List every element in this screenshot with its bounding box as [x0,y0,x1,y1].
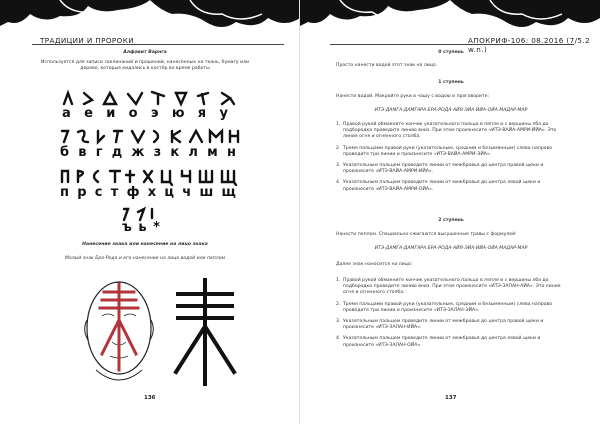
step-0-title: 0 ступень [438,50,464,55]
item-number: 4. [336,180,341,186]
alphabet-letters-row-4 [122,220,160,235]
list-item [336,146,566,158]
item-number: 4. [336,336,341,342]
letter: п [60,185,69,200]
item-number: 2. [336,301,341,307]
alphabet-glyph-row-1 [58,88,258,108]
item-text: Указательным пальцем проведите линии от межбровья до центра правой щеки и произнесите «ИТЭ-ВАЙА-АМРИ-ИЙА». [343,163,544,175]
step-2-text: Нанести пеплом. Специально сжигаются высушенные травы с формулой: [336,232,517,237]
item-number: 2. [336,145,341,151]
letter: ш [199,185,214,200]
letter: г [95,145,103,160]
item-text: Указательным пальцем проведите линии от межбровья до центра левой щеки и произнесите «ИТЭ-ЗАЛАН-ОЙА». [343,336,541,348]
letter: и [106,106,116,121]
list-item [336,319,566,331]
list-item [336,163,566,175]
after-text: Далее знак наносится на лицо: [336,262,413,267]
letter: с [94,185,103,200]
letter: ц [164,185,174,200]
list-item [336,122,566,141]
letter: ъ [122,220,132,235]
running-head: АПОКРИФ-106: 08.2016 (7/5.2 w.n.) [468,36,591,54]
section-title: Алфавит Варнга [123,50,167,55]
letter: д [111,145,123,160]
step-1-title: 1 ступень [438,80,464,85]
letter: х [147,185,157,200]
item-text: Указательным пальцем проведите линии от межбровья до центра правой щеки и произнесите «ИТЭ-ЗАЛАН-ИЙА». [343,319,544,331]
letter: а [62,106,71,121]
item-number: 1. [336,278,341,283]
letter: е [84,106,93,121]
alphabet-letters-row-2 [60,145,236,160]
figure-caption-italic: Малый знак Бро-Рода и его нанесение на лицо водой или пеплом [64,256,226,261]
alphabet-glyph-row-2 [58,126,258,146]
letter: р [77,185,87,200]
item-text: Правой рукой обмакните кончик указательного пальца в пепле и с вершины лба до подбородка проведите линию вниз. При этом произнесите «ИТЭ-ВАЙА-АМРИ-ЙЙА». Это линия огня и огненного столба. [343,122,557,140]
item-text: Тремя пальцами правой руки (указательным, средним и безымянным) слева направо проведите три линии и произнесите «ИТЭ-ВАЙА-АМРИ-ЭЙА». [343,145,553,157]
letter: * [153,220,160,235]
item-text: Правой рукой обмакните кончик указательного пальца в пепле и с вершины лба до подбородка проведите линию вниз. При этом произнесите «ИТЭ-ЗАЛАН-АЙА». Это линия огня и огненного столба. [343,278,561,296]
letter: у [219,106,228,121]
list-item [336,302,566,314]
letter: щ [221,185,236,200]
letter: ю [171,106,185,121]
list-item [336,278,566,297]
item-number: 3. [336,319,341,325]
list-item [336,336,566,348]
alphabet-glyph-row-3 [58,166,258,186]
tribal-ornament-right [300,0,600,40]
step-2-list [336,278,566,354]
item-number: 3. [336,163,341,169]
face-illustration [74,270,164,390]
tribal-ornament-left [0,0,300,40]
list-item [336,180,566,192]
sign-symbol [160,272,250,392]
chant-2: ИТЭ-ДАМГА-ДАМГАРА БРА-РОДА-АЙЯ-ЭЙА-ИЙА-ОЙА МАДАР-МАР [374,246,528,251]
page-number: 136 [144,395,156,401]
letter: в [78,145,87,160]
letter: к [170,145,180,160]
header-rule [330,44,574,45]
alphabet-letters-row-1 [62,106,228,121]
letter: м [207,145,218,160]
letter: б [60,145,70,160]
item-text: Указательным пальцем проведите линии от межбровья до центра левой щеки и произнесите «ИТЭ-ВАЙА-АМРИ-ОЙА». [343,180,541,192]
intro-paragraph: Используется для записи заклинаний и прошений, нанесенных на ткань, бумагу или дерево, которые кидались в костёр во время работы [40,60,249,72]
letter: з [153,145,162,160]
letter: ф [126,185,140,200]
letter: э [150,106,159,121]
step-2-title: 2 ступень [438,218,464,223]
header-rule [32,44,284,45]
letter: т [110,185,119,200]
letter: о [128,106,138,121]
letter: ж [131,145,145,160]
step-0-text: Просто нанести водой этот знак на лицо. [336,63,438,68]
page-number: 137 [445,395,457,401]
item-number: 1. [336,122,341,127]
letter: ь [138,220,147,235]
figure-caption-bold: Нанесение знака или нанесение на лицо знака [82,242,208,247]
letter: я [197,106,207,121]
running-head: ТРАДИЦИИ И ПРОРОКИ [40,36,134,45]
step-1-text: Нанести водой. Макройте руки в чашу с водою и проговорите: [336,94,490,99]
step-1-list [336,122,566,198]
chant-1: ИТЭ-ДАМГА-ДАМГАРА БРА-РОДА-АЙЯ-ЭЙА-ИЙА-ОЙА МАДАР-МАР [374,108,528,113]
alphabet-letters-row-3 [60,185,236,200]
letter: л [188,145,198,160]
letter: ч [182,185,192,200]
item-text: Тремя пальцами правой руки (указательным, средним и безымянным) слева направо проведите три линии и произнесите «ИТЭ-ЗАЛАН-ЭЙА». [343,301,553,313]
letter: н [226,145,236,160]
